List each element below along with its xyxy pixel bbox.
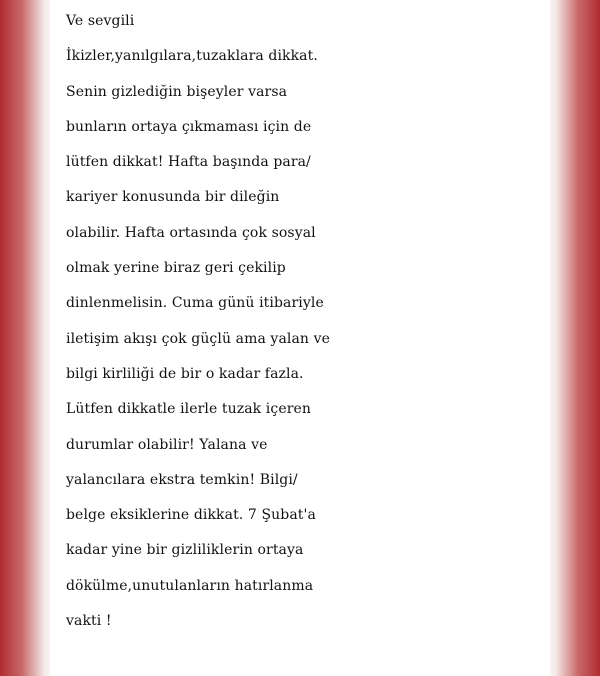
text-line: belge eksiklerine dikkat. 7 Şubat'a [66,507,316,524]
text-line: vakti ! [66,613,112,630]
text-line: durumlar olabilir! Yalana ve [66,436,268,453]
text-line: dökülme,unutulanların hatırlanma [66,577,314,594]
text-card [50,0,550,676]
text-line: olabilir. Hafta ortasında çok sosyal [66,224,316,241]
text-line: dinlenmelisin. Cuma günü itibariyle [66,295,324,312]
text-line: yalancılara ekstra temkin! Bilgi/ [66,471,298,488]
text-line: kariyer konusunda bir dileğin [66,189,280,206]
text-line: İkizler,yanılgılara,tuzaklara dikkat. [66,48,318,65]
horoscope-text [66,4,556,639]
text-line: iletişim akışı çok güçlü ama yalan ve [66,330,330,347]
text-line: bunların ortaya çıkmaması için de [66,118,312,135]
text-line: kadar yine bir gizliliklerin ortaya [66,542,304,559]
text-line: olmak yerine biraz geri çekilip [66,260,286,277]
text-line: lütfen dikkat! Hafta başında para/ [66,154,311,171]
text-line: Lütfen dikkatle ilerle tuzak içeren [66,401,312,418]
text-line: bilgi kirliliği de bir o kadar fazla. [66,365,304,382]
text-line: Senin gizlediğin bişeyler varsa [66,83,288,100]
text-line: Ve sevgili [66,13,135,29]
